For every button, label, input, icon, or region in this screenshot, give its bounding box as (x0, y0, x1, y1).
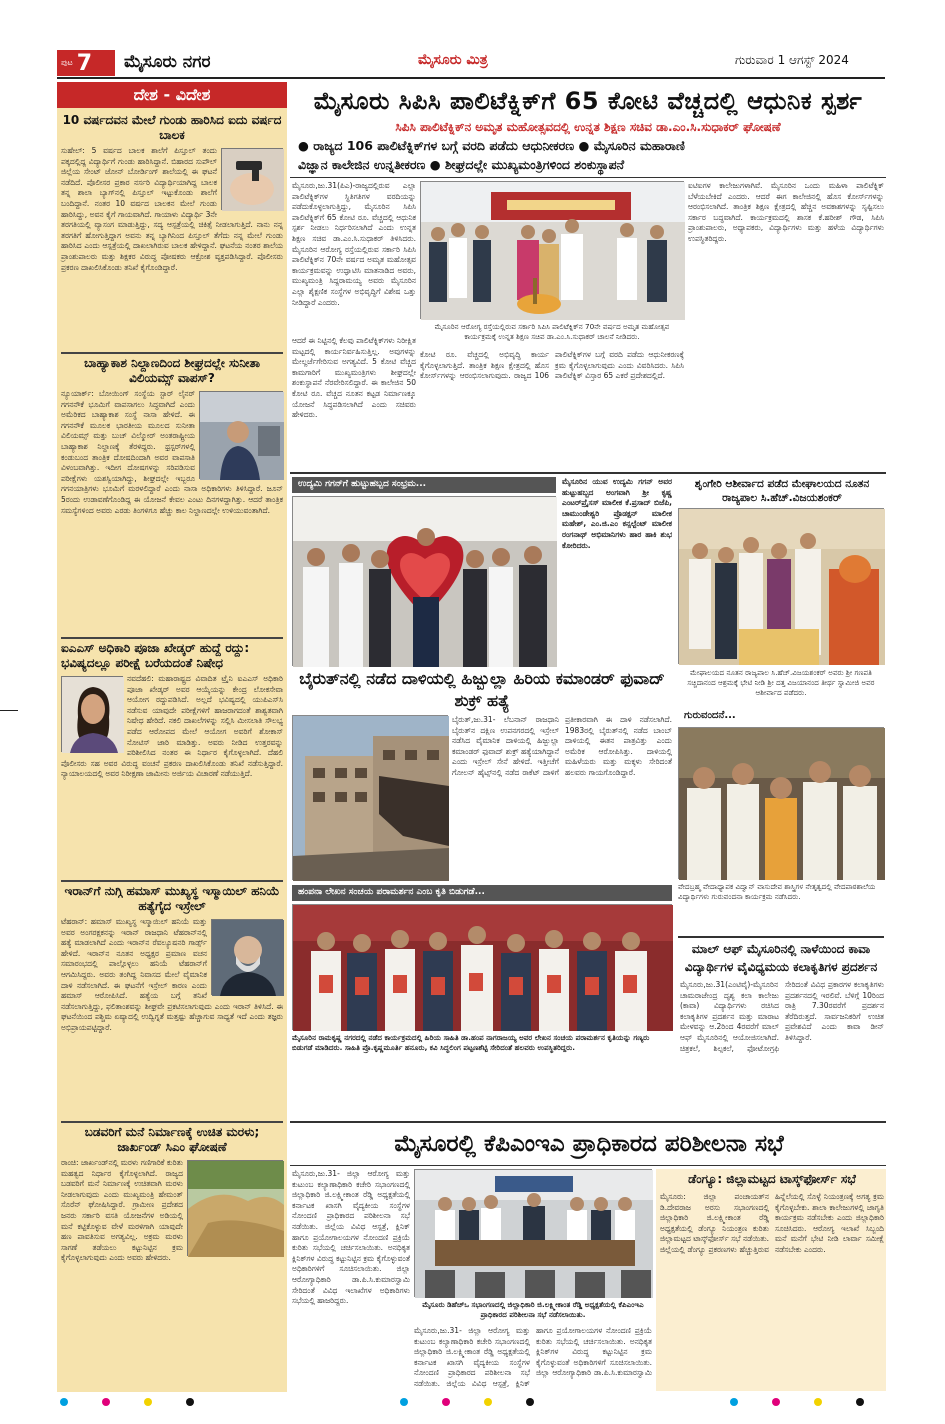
section-title: ಮೈಸೂರು ನಗರ (124, 52, 211, 72)
guruvandane-caption: ವೇದಬ್ರಹ್ಮ ವೇದಾಧ್ಯಾಪಕ ವಿದ್ವಾನ್ ವಾಸುದೇವ ಶಾಸ್ತ್ರಿಗಳ ನೇತೃತ್ವದಲ್ಲಿ ವೇದಪಾಠಶಾಲೆಯ ವಿದ್ಯಾರ್ಥಿಗಳು ಗುರುವಂದನಾ ಕಾರ್ಯಕ್ರಮ ನಡೆಸಿದರು. (678, 882, 876, 901)
lead-column: ಐಟಿಐಗಳ ಕಾಲೇಜುಗಳಾಗಿವೆ. ಮೈಸೂರಿನ ಒಂದು ಮಹಿಳಾ ಪಾಲಿಟೆಕ್ನಿಕ್ ಬೆಳೆಯಬೇಕಿದೆ ಎಂದರು. ಆದರೆ ಈಗ ಕಾಲೇಜಿನಲ್ಲಿ ಹೊಸ ಕೋರ್ಸ್‌ಗಳನ್ನು ಆರಂಭಿಸಲಾಗಿದೆ. ತಾಂತ್ರಿಕ ಶಿಕ್ಷಣ ಕ್ಷೇತ್ರದಲ್ಲಿ ಹೆಚ್ಚಿನ ಅವಕಾಶಗಳನ್ನು ಸೃಷ್ಟಿಸಲು ಸರ್ಕಾರ ಬದ್ಧವಾಗಿದೆ. ಕಾರ್ಯಕ್ರಮದಲ್ಲಿ ಶಾಸಕ ಕೆ.ಹರೀಶ್ ಗೌಡ, ಸಿಪಿಸಿ ಪ್ರಾಂಶುಪಾಲರು, ಅಧ್ಯಾಪಕರು, ವಿದ್ಯಾರ್ಥಿಗಳು ಮತ್ತು ಹಳೆಯ ವಿದ್ಯಾರ್ಥಿಗಳು ಉಪಸ್ಥಿತರಿದ್ದರು. (688, 181, 884, 243)
yellow-dot (484, 1398, 492, 1406)
sidebar-divider (61, 352, 283, 354)
crop-mark (0, 710, 18, 711)
dengue-headline: ಡೆಂಗ್ಯೂ: ಜಿಲ್ಲಾಮಟ್ಟದ ಟಾಸ್ಕ್‌ಫೋರ್ಸ್ ಸಭೆ (688, 1172, 856, 1186)
magenta-dot (772, 1398, 780, 1406)
tag-header: ಗುರುವಂದನೆ... (678, 708, 884, 724)
black-dot (856, 1398, 864, 1406)
page-number: 7 (76, 50, 93, 76)
book-release-photo (292, 904, 672, 1030)
lead-column: ಮೈಸೂರು,ಜು.31(ಪಿಎ)-ರಾಜ್ಯದಲ್ಲಿರುವ ಎಲ್ಲಾ ಪಾಲಿಟೆಕ್ನಿಕ್‌ಗಳ ಸ್ಥಿತಿಗತಿಗಳ ವರದಿಯನ್ನು ಪಡೆದುಕೊಳ್ಳಲಾಗುತ್ತಿದ್ದು, ಮೈಸೂರಿನ ಸಿಪಿಸಿ ಪಾಲಿಟೆಕ್ನಿಕ್‌ಗೆ 65 ಕೋಟಿ ರೂ. ವೆಚ್ಚದಲ್ಲಿ ಆಧುನಿಕ ಸ್ಪರ್ಶ ನೀಡಲು ನಿರ್ಧರಿಸಲಾಗಿದೆ ಎಂದು ಉನ್ನತ ಶಿಕ್ಷಣ ಸಚಿವ ಡಾ.ಎಂ.ಸಿ.ಸುಧಾಕರ್ ತಿಳಿಸಿದರು. ಮೈಸೂರಿನ ಆರೋಗ್ಯ ರಸ್ತೆಯಲ್ಲಿರುವ ಸರ್ಕಾರಿ ಸಿಪಿಸಿ ಪಾಲಿಟೆಕ್ನಿಕ್‌ನ 70ನೇ ವರ್ಷದ ಅಮೃತ ಮಹೋತ್ಸವ ಕಾರ್ಯಕ್ರಮವನ್ನು ಉದ್ಘಾಟಿಸಿ ಮಾತನಾಡಿದ ಅವರು, ಮುಖ್ಯಮಂತ್ರಿ ಸಿದ್ದರಾಮಯ್ಯ ಅವರು ಮೈಸೂರಿನ ಎಲ್ಲಾ ಶೈಕ್ಷಣಿಕ ಸಂಸ್ಥೆಗಳ ಅಭಿವೃದ್ಧಿಗೆ ವಿಶೇಷ ಒತ್ತು ನೀಡಿದ್ದಾರೆ ಎಂದರು. (292, 181, 416, 307)
sidebar-story-jharkhand-sand (61, 1125, 283, 1390)
lead-column: ಕೋಟಿ ರೂ. ವೆಚ್ಚದಲ್ಲಿ ಅಭಿವೃದ್ಧಿ ಕಾರ್ಯ ಕೈಗೊಳ್ಳಲಾಗುತ್ತಿದೆ. ತಾಂತ್ರಿಕ ಶಿಕ್ಷಣ ಕ್ಷೇತ್ರದಲ್ಲಿ ಹೊಸ ಕೋರ್ಸ್‌ಗಳನ್ನು ಆರಂಭಿಸಲಾಗುವುದು. ರಾಜ್ಯದ 106 ಪಾಲಿಟೆಕ್ನಿಕ್‌ಗಳ ಬಗ್ಗೆ ವರದಿ ಪಡೆದು ಆಧುನೀಕರಣಕ್ಕೆ ಕ್ರಮ ಕೈಗೊಳ್ಳಲಾಗುವುದು ಎಂದು ವಿವರಿಸಿದರು. ಸಿಪಿಸಿ ಪಾಲಿಟೆಕ್ನಿಕ್ ವಿಸ್ತಾರ 65 ಎಕರೆ ಪ್ರದೇಶದಲ್ಲಿದೆ. (420, 350, 684, 381)
cyan-dot (730, 1398, 738, 1406)
divider (290, 472, 886, 474)
gun-photo (221, 148, 283, 210)
governor-headline: ಶೃಂಗೇರಿ ಆಶೀರ್ವಾದ ಪಡೆದ ಮೇಘಾಲಯದ ನೂತನ ರಾಜ್ಯಪಾಲ ಸಿ.ಹೆಚ್.ವಿಜಯಶಂಕರ್ (694, 478, 870, 504)
lead-headline: ಮೈಸೂರು ಸಿಪಿಸಿ ಪಾಲಿಟೆಕ್ನಿಕ್‌ಗೆ 65 ಕೋಟಿ ವೆಚ್ಚದಲ್ಲಿ ಆಧುನಿಕ ಸ್ಪರ್ಶ (313, 87, 863, 115)
story-body: ಟೆಹರಾನ್: ಹಮಾಸ್ ಮುಖ್ಯಸ್ಥ ಇಸ್ಮಾಯಿಲ್ ಹನಿಯೆ ಮತ್ತು ಅವರ ಅಂಗರಕ್ಷಕನನ್ನು ಇರಾನ್ ರಾಜಧಾನಿ ಟೆಹರಾನ್‌ನಲ್ಲಿ ಹತ್ಯೆ ಮಾಡಲಾಗಿದೆ ಎಂದು ಇರಾನ್‌ನ ರೆವಲ್ಯೂಷನರಿ ಗಾರ್ಡ್ಸ್ ಹೇಳಿದೆ. ಇರಾನ್‌ನ ನೂತನ ಅಧ್ಯಕ್ಷರ ಪ್ರಮಾಣ ವಚನ ಸಮಾರಂಭದಲ್ಲಿ ಪಾಲ್ಗೊಳ್ಳಲು ಹನಿಯೆ ಟೆಹರಾನ್‌ಗೆ ಆಗಮಿಸಿದ್ದರು. ಅವರು ತಂಗಿದ್ದ ನಿವಾಸದ ಮೇಲೆ ವೈಮಾನಿಕ ದಾಳಿ ನಡೆಸಲಾಗಿದೆ. ಈ ಘಟನೆಗೆ ಇಸ್ರೇಲ್ ಕಾರಣ ಎಂದು ಹಮಾಸ್ ಆರೋಪಿಸಿದೆ. ಹತ್ಯೆಯ ಬಗ್ಗೆ ತನಿಖೆ ನಡೆಸಲಾಗುತ್ತಿದ್ದು, ಫಲಿತಾಂಶವನ್ನು ಶೀಘ್ರವೇ ಪ್ರಕಟಿಸಲಾಗುವುದು ಎಂದು ಇರಾನ್ ತಿಳಿಸಿದೆ. ಈ ಘಟನೆಯಿಂದ ಪಶ್ಚಿಮ ಏಷ್ಯಾದಲ್ಲಿ ಉದ್ವಿಗ್ನತೆ ಮತ್ತಷ್ಟು ಹೆಚ್ಚಾಗುವ ಸಾಧ್ಯತೆ ಇದೆ ಎಂದು ತಜ್ಞರು ಅಭಿಪ್ರಾಯಪಟ್ಟಿದ್ದಾರೆ. (61, 917, 283, 1032)
governor-photo (678, 508, 884, 664)
sand-pile-photo (187, 1160, 283, 1256)
dengue-body: ಮೈಸೂರು: ಜಿಲ್ಲಾ ಪಂಚಾಯತ್‌ನ ಡಿ.ದೇವರಾಜ ಅರಸು ಸಭಾಂಗಣದಲ್ಲಿ ಜಿಲ್ಲಾಧಿಕಾರಿ ಜಿ.ಲಕ್ಷ್ಮೀಕಾಂತ ರೆಡ್ಡಿ ಅಧ್ಯಕ್ಷತೆಯಲ್ಲಿ ಡೆಂಗ್ಯೂ ನಿಯಂತ್ರಣ ಕುರಿತು ಜಿಲ್ಲಾಮಟ್ಟದ ಟಾಸ್ಕ್‌ಫೋರ್ಸ್ ಸಭೆ ನಡೆಯಿತು. ಜಿಲ್ಲೆಯಲ್ಲಿ ಡೆಂಗ್ಯೂ ಪ್ರಕರಣಗಳು ಹೆಚ್ಚುತ್ತಿರುವ ಹಿನ್ನೆಲೆಯಲ್ಲಿ ಸೊಳ್ಳೆ ನಿಯಂತ್ರಣಕ್ಕೆ ಅಗತ್ಯ ಕ್ರಮ ಕೈಗೊಳ್ಳಬೇಕು. ಶಾಲಾ ಕಾಲೇಜುಗಳಲ್ಲಿ ಜಾಗೃತಿ ಕಾರ್ಯಕ್ರಮ ನಡೆಸಬೇಕು ಎಂದು ಜಿಲ್ಲಾಧಿಕಾರಿ ಸೂಚಿಸಿದರು. ಆರೋಗ್ಯ ಇಲಾಖೆ ಸಿಬ್ಬಂದಿ ಮನೆ ಮನೆಗೆ ಭೇಟಿ ನೀಡಿ ಲಾರ್ವಾ ಸಮೀಕ್ಷೆ ನಡೆಸಬೇಕು ಎಂದರು. (660, 1192, 884, 1254)
mall-body: ಮೈಸೂರು,ಜು.31(ಎಂಟಿವೈ)-ಮೈಸೂರಿನ ಚಾಮರಾಜೇಂದ್ರ ದೃಶ್ಯ ಕಲಾ ಕಾಲೇಜು (ಕಾವಾ) ವಿದ್ಯಾರ್ಥಿಗಳು ರಚಿಸಿದ ಕಲಾಕೃತಿಗಳ ಪ್ರದರ್ಶನ ಮತ್ತು ಮಾರಾಟ ಮೇಳವನ್ನು ಆ.2ರಿಂದ 4ರವರೆಗೆ ಮಾಲ್ ಆಫ್ ಮೈಸೂರಿನಲ್ಲಿ ಆಯೋಜಿಸಲಾಗಿದೆ. ಚಿತ್ರಕಲೆ, ಶಿಲ್ಪಕಲೆ, ಫೋಟೋಗ್ರಫಿ ಸೇರಿದಂತೆ ವಿವಿಧ ಪ್ರಕಾರಗಳ ಕಲಾಕೃತಿಗಳು ಪ್ರದರ್ಶನದಲ್ಲಿ ಇರಲಿವೆ. ಬೆಳಿಗ್ಗೆ 10ರಿಂದ ರಾತ್ರಿ 7.30ರವರೆಗೆ ಪ್ರದರ್ಶನ ತೆರೆದಿರುತ್ತದೆ. ಸಾರ್ವಜನಿಕರಿಗೆ ಉಚಿತ ಪ್ರವೇಶವಿದೆ ಎಂದು ಕಾವಾ ಡೀನ್ ತಿಳಿಸಿದ್ದಾರೆ. (680, 980, 884, 1053)
registration-marks (400, 1398, 534, 1408)
beirut-headline: ಬೈರುತ್‌ನಲ್ಲಿ ನಡೆದ ದಾಳಿಯಲ್ಲಿ ಹಿಜ್ಬುಲ್ಲಾ ಹಿರಿಯ ಕಮಾಂಡರ್ ಫುವಾದ್ ಶುಕ್ರ್ ಹತ್ಯೆ (299, 669, 665, 710)
kpmea-headline: ಮೈಸೂರಲ್ಲಿ ಕೆಪಿಎಂಇಎ ಪ್ರಾಧಿಕಾರದ ಪರಿಶೀಲನಾ ಸಭೆ (394, 1131, 784, 1157)
cyan-dot (400, 1398, 408, 1406)
guruvandane-photo (678, 727, 884, 879)
publication-date: ಗುರುವಾರ 1 ಆಗಸ್ಟ್ 2024 (735, 53, 849, 67)
divider (290, 1121, 886, 1123)
masthead-rule (57, 77, 885, 79)
story-headline: 10 ವರ್ಷದವನ ಮೇಲೆ ಗುಂಡು ಹಾರಿಸಿದ ಐದು ವರ್ಷದ ಬಾಲಕ (62, 113, 282, 142)
kpmea-caption: ಮೈಸೂರು ಡಿಹೆಚ್‌ಒ ಸಭಾಂಗಣದಲ್ಲಿ ಜಿಲ್ಲಾಧಿಕಾರಿ ಜಿ.ಲಕ್ಷ್ಮೀಕಾಂತ ರೆಡ್ಡಿ ಅಧ್ಯಕ್ಷತೆಯಲ್ಲಿ ಕೆಪಿಎಂಇಎ ಪ್ರಾಧಿಕಾರದ ಪರಿಶೀಲನಾ ಸಭೆ ನಡೆಸಲಾಯಿತು. (422, 1300, 644, 1319)
lead-column: ಆದರೆ ಈ ನಿಟ್ಟಿನಲ್ಲಿ ಕೆಲವು ಪಾಲಿಟೆಕ್ನಿಕ್‌ಗಳು ನಿರೀಕ್ಷಿತ ಮಟ್ಟದಲ್ಲಿ ಕಾರ್ಯನಿರ್ವಹಿಸುತ್ತಿಲ್ಲ. ಅವುಗಳನ್ನು ಮೇಲ್ದರ್ಜೆಗೇರಿಸುವ ಅಗತ್ಯವಿದೆ. 5 ಕೋಟಿ ವೆಚ್ಚದ ಕಾಮಗಾರಿಗೆ ಮುಖ್ಯಮಂತ್ರಿಗಳು ಶೀಘ್ರದಲ್ಲೇ ಶಂಕುಸ್ಥಾಪನೆ ನೆರವೇರಿಸಲಿದ್ದಾರೆ. ಈ ಕಾಲೇಜಿನ 50 ಕೋಟಿ ರೂ. ವೆಚ್ಚದ ನೂತನ ಕಟ್ಟಡ ನಿರ್ಮಾಣಕ್ಕೂ ಯೋಜನೆ ಸಿದ್ಧಪಡಿಸಲಾಗಿದೆ ಎಂದು ಸಚಿವರು ಹೇಳಿದರು. (292, 336, 416, 420)
portrait-photo (211, 919, 283, 995)
lead-bullet-line: ವಿಜ್ಞಾನ ಕಾಲೇಜಿನ ಉನ್ನತೀಕರಣ ● ಶೀಘ್ರದಲ್ಲೇ ಮುಖ್ಯಮಂತ್ರಿಗಳಿಂದ ಶಂಕುಸ್ಥಾಪನೆ (298, 157, 625, 172)
sidebar-story-hamas-chief (61, 884, 283, 1118)
newspaper-brand: ಮೈಸೂರು ಮಿತ್ರ (418, 52, 488, 68)
sidebar-story-sunita-williams (61, 356, 283, 634)
sidebar-divider (61, 1121, 283, 1123)
sidebar-divider (61, 637, 283, 639)
lead-bullet-line: ● ರಾಜ್ಯದ 106 ಪಾಲಿಟೆಕ್ನಿಕ್‌ಗಳ ಬಗ್ಗೆ ವರದಿ ಪಡೆದು ಆಧುನೀಕರಣ ● ಮೈಸೂರಿನ ಮಹಾರಾಣಿ (298, 138, 685, 153)
tag-header: ಹಂಪನಾ ಲೇಖನ ಸಂಚಯ ಪರಾಮರ್ಶನ ಎಂಬ ಕೃತಿ ಬಿಡುಗಡೆ... (292, 885, 672, 901)
astronaut-photo (199, 391, 283, 479)
registration-marks (730, 1398, 864, 1408)
book-release-caption: ಮೈಸೂರಿನ ರಾಮಕೃಷ್ಣ ನಗರದಲ್ಲಿ ನಡೆದ ಕಾರ್ಯಕ್ರಮದಲ್ಲಿ ಹಿರಿಯ ಸಾಹಿತಿ ಡಾ.ಹಂಪ ನಾಗರಾಜಯ್ಯ ಅವರ ಲೇಖನ ಸಂಚಯ ಪರಾಮರ್ಶನ ಕೃತಿಯನ್ನು ಗಣ್ಯರು ಬಿಡುಗಡೆ ಮಾಡಿದರು. ಸಾಹಿತಿ ಪ್ರೊ.ಕೃಷ್ಣಮೂರ್ತಿ ಹನೂರು, ಕವಿ ಸಿದ್ಧಲಿಂಗ ಪಟ್ಟಣಶೆಟ್ಟಿ ಸೇರಿದಂತೆ ಹಲವರು ಉಪಸ್ಥಿತರಿದ್ದರು. (292, 1033, 650, 1052)
kpmea-body-continued: ಮೈಸೂರು,ಜು.31- ಜಿಲ್ಲಾ ಆರೋಗ್ಯ ಮತ್ತು ಕುಟುಂಬ ಕಲ್ಯಾಣಾಧಿಕಾರಿ ಕಚೇರಿ ಸಭಾಂಗಣದಲ್ಲಿ ಜಿಲ್ಲಾಧಿಕಾರಿ ಜಿ.ಲಕ್ಷ್ಮೀಕಾಂತ ರೆಡ್ಡಿ ಅಧ್ಯಕ್ಷತೆಯಲ್ಲಿ ಕರ್ನಾಟಕ ಖಾಸಗಿ ವೈದ್ಯಕೀಯ ಸಂಸ್ಥೆಗಳ ನೋಂದಣಿ ಪ್ರಾಧಿಕಾರದ ಪರಿಶೀಲನಾ ಸಭೆ ನಡೆಯಿತು. ಜಿಲ್ಲೆಯ ವಿವಿಧ ಆಸ್ಪತ್ರೆ, ಕ್ಲಿನಿಕ್ ಹಾಗೂ ಪ್ರಯೋಗಾಲಯಗಳ ನೋಂದಣಿ ಪ್ರಕ್ರಿಯೆ ಕುರಿತು ಸಭೆಯಲ್ಲಿ ಚರ್ಚಿಸಲಾಯಿತು. ಅನಧಿಕೃತ ಕ್ಲಿನಿಕ್‌ಗಳ ವಿರುದ್ಧ ಕಟ್ಟುನಿಟ್ಟಿನ ಕ್ರಮ ಕೈಗೊಳ್ಳುವಂತೆ ಅಧಿಕಾರಿಗಳಿಗೆ ಸೂಚಿಸಲಾಯಿತು. ಜಿಲ್ಲಾ ಆರೋಗ್ಯಾಧಿಕಾರಿ ಡಾ.ಪಿ.ಸಿ.ಕುಮಾರಸ್ವಾಮಿ (414, 1326, 652, 1388)
cyan-dot (60, 1398, 68, 1406)
black-dot (526, 1398, 534, 1406)
story-body: ರಾಂಚಿ: ಜಾರ್ಖಂಡ್‌ನಲ್ಲಿ ಮರಳು ಗಣಿಗಾರಿಕೆ ಕುರಿತು ಮಹತ್ವದ ನಿರ್ಧಾರ ಕೈಗೊಳ್ಳಲಾಗಿದೆ. ರಾಜ್ಯದ ಬಡವರಿಗೆ ಮನೆ ನಿರ್ಮಾಣಕ್ಕೆ ಉಚಿತವಾಗಿ ಮರಳು ನೀಡಲಾಗುವುದು ಎಂದು ಮುಖ್ಯಮಂತ್ರಿ ಹೇಮಂತ್ ಸೊರೆನ್ ಘೋಷಿಸಿದ್ದಾರೆ. ಗ್ರಾಮೀಣ ಪ್ರದೇಶದ ಜನರು ಸರ್ಕಾರಿ ವಸತಿ ಯೋಜನೆಗಳ ಅಡಿಯಲ್ಲಿ ಮನೆ ಕಟ್ಟಿಕೊಳ್ಳುವ ವೇಳೆ ಮರಳಿಗಾಗಿ ಯಾವುದೇ ಹಣ ಪಾವತಿಸುವ ಅಗತ್ಯವಿಲ್ಲ. ಅಕ್ರಮ ಮರಳು ಸಾಗಣೆ ತಡೆಯಲು ಕಟ್ಟುನಿಟ್ಟಿನ ಕ್ರಮ ಕೈಗೊಳ್ಳಲಾಗುವುದು ಎಂದು ಅವರು ಹೇಳಿದರು. (61, 1158, 283, 1264)
story-headline: ಬಡವರಿಗೆ ಮನೆ ನಿರ್ಮಾಣಕ್ಕೆ ಉಚಿತ ಮರಳು; ಜಾರ್ಖಂಡ್ ಸಿಎಂ ಘೋಷಣೆ (84, 1125, 260, 1154)
lead-photo (420, 181, 684, 319)
story-headline: ಇರಾನ್‌ಗೆ ನುಗ್ಗಿ ಹಮಾಸ್ ಮುಖ್ಯಸ್ಥ ಇಸ್ಮಾಯಿಲ್ ಹನಿಯೆ ಹತ್ಯೆಗೈದ ಇಸ್ರೇಲ್ (64, 884, 280, 913)
story-body: ನವದೆಹಲಿ: ಮಹಾರಾಷ್ಟ್ರದ ವಿವಾದಿತ ಟ್ರೈನಿ ಐಎಎಸ್ ಅಧಿಕಾರಿ ಪೂಜಾ ಖೇಡ್ಕರ್ ಅವರ ಆಯ್ಕೆಯನ್ನು ಕೇಂದ್ರ ಲೋಕಸೇವಾ ಆಯೋಗ ರದ್ದುಪಡಿಸಿದೆ. ಅಲ್ಲದೆ ಭವಿಷ್ಯದಲ್ಲಿ ಯುಪಿಎಸ್‌ಸಿ ನಡೆಸುವ ಯಾವುದೇ ಪರೀಕ್ಷೆಗಳಿಗೆ ಹಾಜರಾಗದಂತೆ ಶಾಶ್ವತವಾಗಿ ನಿಷೇಧ ಹೇರಿದೆ. ನಕಲಿ ದಾಖಲೆಗಳನ್ನು ಸಲ್ಲಿಸಿ ಮೀಸಲಾತಿ ಸೌಲಭ್ಯ ಪಡೆದ ಆರೋಪದ ಮೇಲೆ ಆಯೋಗ ಅವರಿಗೆ ಶೋಕಾಸ್ ನೋಟಿಸ್ ಜಾರಿ ಮಾಡಿತ್ತು. ಅವರು ನೀಡಿದ ಉತ್ತರವನ್ನು ಪರಿಶೀಲಿಸಿದ ನಂತರ ಈ ನಿರ್ಧಾರ ಕೈಗೊಳ್ಳಲಾಗಿದೆ. ದೆಹಲಿ ಪೊಲೀಸರು ಸಹ ಅವರ ವಿರುದ್ಧ ವಂಚನೆ ಪ್ರಕರಣ ದಾಖಲಿಸಿಕೊಂಡು ತನಿಖೆ ನಡೆಸುತ್ತಿದ್ದಾರೆ. ನ್ಯಾಯಾಲಯದಲ್ಲಿ ಅವರ ನಿರೀಕ್ಷಣಾ ಜಾಮೀನು ಅರ್ಜಿಯ ವಿಚಾರಣೆ ನಡೆಯುತ್ತಿದೆ. (61, 674, 283, 779)
divider (678, 936, 884, 938)
yellow-dot (144, 1398, 152, 1406)
page-label: ಪುಟ (61, 58, 73, 67)
divider (290, 177, 886, 178)
birthday-text: ಮೈಸೂರಿನ ಯುವ ಉದ್ಯಮಿ ಗಗನ್ ಅವರ ಹುಟ್ಟುಹಬ್ಬದ ಅಂಗವಾಗಿ ಶ್ರೀ ಕೃಷ್ಣ ಎಂಟರ್‌ಪ್ರೈಸಸ್ ಮಾಲೀಕ ಕೆ.ಪ್ರಸಾದ್ ಬಿಜೆಪಿ, ಚಾಮುಂಡೇಶ್ವರಿ ಪ್ರೊಡಕ್ಷನ್ ಮಾಲೀಕ ಮಹೇಶ್, ಎಂ.ಜಿ.ಎಂ ಕನ್ಸಲ್ಟೆಂಟ್ ಮಾಲೀಕ ರಂಗನಾಥ್ ಅಭಿಮಾನಿಗಳು ಹಾರ ಹಾಕಿ ಶುಭ ಕೋರಿದರು. (562, 477, 672, 550)
magenta-dot (102, 1398, 110, 1406)
magenta-dot (442, 1398, 450, 1406)
beirut-body: ಬೈರುತ್,ಜು.31- ಲೆಬನಾನ್ ರಾಜಧಾನಿ ಬೈರುತ್‌ನ ದಕ್ಷಿಣ ಉಪನಗರದಲ್ಲಿ ಇಸ್ರೇಲ್ ನಡೆಸಿದ ವೈಮಾನಿಕ ದಾಳಿಯಲ್ಲಿ ಹಿಜ್ಬುಲ್ಲಾ ಕಮಾಂಡರ್ ಫುವಾದ್ ಶುಕ್ರ್ ಹತ್ಯೆಯಾಗಿದ್ದಾನೆ ಎಂದು ಇಸ್ರೇಲ್ ಸೇನೆ ಹೇಳಿದೆ. ಇತ್ತೀಚೆಗೆ ಗೋಲನ್ ಹೈಟ್ಸ್‌ನಲ್ಲಿ ನಡೆದ ರಾಕೆಟ್ ದಾಳಿಗೆ ಪ್ರತೀಕಾರವಾಗಿ ಈ ದಾಳಿ ನಡೆಸಲಾಗಿದೆ. 1983ರಲ್ಲಿ ಬೈರುತ್‌ನಲ್ಲಿ ನಡೆದ ಬಾಂಬ್ ದಾಳಿಯಲ್ಲಿ ಈತನ ಪಾತ್ರವಿತ್ತು ಎಂದು ಅಮೆರಿಕ ಆರೋಪಿಸಿತ್ತು. ದಾಳಿಯಲ್ಲಿ ಮಹಿಳೆಯರು ಮತ್ತು ಮಕ್ಕಳು ಸೇರಿದಂತೆ ಹಲವರು ಗಾಯಗೊಂಡಿದ್ದಾರೆ. (452, 715, 672, 777)
lead-photo-caption: ಮೈಸೂರಿನ ಆರೋಗ್ಯ ರಸ್ತೆಯಲ್ಲಿರುವ ಸರ್ಕಾರಿ ಸಿಪಿಸಿ ಪಾಲಿಟೆಕ್ನಿಕ್‌ನ 70ನೇ ವರ್ಷದ ಅಮೃತ ಮಹೋತ್ಸವ ಕಾರ್ಯಕ್ರಮಕ್ಕೆ ಉನ್ನತ ಶಿಕ್ಷಣ ಸಚಿವ ಡಾ.ಎಂ.ಸಿ.ಸುಧಾಕರ್ ಚಾಲನೆ ನೀಡಿದರು. (434, 322, 670, 341)
story-body: ನ್ಯೂಯಾರ್ಕ್: ಬೋಯಿಂಗ್ ಸಂಸ್ಥೆಯ ಸ್ಟಾರ್ ಲೈನರ್ ಗಗನನೌಕೆ ಭೂಮಿಗೆ ವಾಪಸಾಗಲು ಸಿದ್ಧವಾಗಿದೆ ಎಂದು ಅಮೆರಿಕದ ಬಾಹ್ಯಾಕಾಶ ಸಂಸ್ಥೆ ನಾಸಾ ಹೇಳಿದೆ. ಈ ಗಗನನೌಕೆ ಮೂಲಕ ಭಾರತೀಯ ಮೂಲದ ಸುನೀತಾ ವಿಲಿಯಮ್ಸ್ ಮತ್ತು ಬುಚ್ ವಿಲ್ಮೋರ್ ಅಂತರಾಷ್ಟ್ರೀಯ ಬಾಹ್ಯಾಕಾಶ ನಿಲ್ದಾಣಕ್ಕೆ ತೆರಳಿದ್ದರು. ಥ್ರಸ್ಟರ್‌ಗಳಲ್ಲಿ ಕಂಡುಬಂದ ತಾಂತ್ರಿಕ ದೋಷದಿಂದಾಗಿ ಅವರ ವಾಪಸಾತಿ ವಿಳಂಬವಾಗಿತ್ತು. ಇದೀಗ ದೋಷಗಳನ್ನು ಸರಿಪಡಿಸುವ ಪರೀಕ್ಷೆಗಳು ಯಶಸ್ವಿಯಾಗಿದ್ದು, ಶೀಘ್ರದಲ್ಲೇ ಇಬ್ಬರೂ ಗಗನಯಾತ್ರಿಗಳು ಭೂಮಿಗೆ ಮರಳಲಿದ್ದಾರೆ ಎಂದು ನಾಸಾ ಅಧಿಕಾರಿಗಳು ತಿಳಿಸಿದ್ದಾರೆ. ಜೂನ್ 5ರಂದು ಉಡಾವಣೆಗೊಂಡಿದ್ದ ಈ ಯೋಜನೆ ಕೇವಲ ಎಂಟು ದಿನಗಳದ್ದಾಗಿತ್ತು. ಆದರೆ ತಾಂತ್ರಿಕ ಸಮಸ್ಯೆಗಳಿಂದ ಅವರು ಎರಡು ತಿಂಗಳಿಗೂ ಹೆಚ್ಚು ಕಾಲ ನಿಲ್ದಾಣದಲ್ಲೇ ಉಳಿಯುವಂತಾಗಿದೆ. (61, 389, 283, 515)
mall-headline: ಮಾಲ್ ಆಫ್ ಮೈಸೂರಿನಲ್ಲಿ ನಾಳೆಯಿಂದ ಕಾವಾ ವಿದ್ಯಾರ್ಥಿಗಳ ವೈವಿಧ್ಯಮಯ ಕಲಾಕೃತಿಗಳ ಪ್ರದರ್ಶನ (684, 942, 878, 974)
lead-subheadline: ಸಿಪಿಸಿ ಪಾಲಿಟೆಕ್ನಿಕ್‌ನ ಅಮೃತ ಮಹೋತ್ಸವದಲ್ಲಿ ಉನ್ನತ ಶಿಕ್ಷಣ ಸಚಿವ ಡಾ.ಎಂ.ಸಿ.ಸುಧಾಕರ್ ಘೋಷಣೆ (395, 120, 781, 134)
beirut-building-photo (292, 715, 448, 880)
governor-caption: ಮೇಘಾಲಯದ ನೂತನ ರಾಜ್ಯಪಾಲ ಸಿ.ಹೆಚ್.ವಿಜಯಶಂಕರ್ ಅವರು ಶ್ರೀ ಗಣಪತಿ ಸಚ್ಚಿದಾನಂದ ಆಶ್ರಮಕ್ಕೆ ಭೇಟಿ ನೀಡಿ ಶ್ರೀ ದತ್ತ ವಿಜಯಾನಂದ ತೀರ್ಥ ಸ್ವಾಮೀಜಿ ಅವರ ಆಶೀರ್ವಾದ ಪಡೆದರು. (687, 668, 875, 697)
sidebar-header: ದೇಶ - ವಿದೇಶ (57, 82, 287, 108)
birthday-photo (292, 496, 556, 666)
divider (290, 1165, 886, 1166)
sidebar-story-school-shooting (61, 113, 283, 349)
page-number-badge (57, 50, 115, 76)
kpmea-meeting-photo (414, 1169, 652, 1297)
sidebar-story-puja-khedkar (61, 641, 283, 877)
story-headline: ಐಎಎಸ್ ಅಧಿಕಾರಿ ಪೂಜಾ ಖೇಡ್ಕರ್ ಹುದ್ದೆ ರದ್ದು: ಭವಿಷ್ಯದಲ್ಲೂ ಪರೀಕ್ಷೆ ಬರೆಯದಂತೆ ನಿಷೇಧ (61, 641, 250, 670)
black-dot (186, 1398, 194, 1406)
sidebar-divider (61, 880, 283, 882)
tag-header: ಉದ್ಯಮಿ ಗಗನ್‌ಗೆ ಹುಟ್ಟುಹಬ್ಬದ ಸಂಭ್ರಮ... (292, 477, 556, 493)
story-headline: ಬಾಹ್ಯಾಕಾಶ ನಿಲ್ದಾಣದಿಂದ ಶೀಘ್ರದಲ್ಲೇ ಸುನೀತಾ ವಿಲಿಯಮ್ಸ್ ವಾಪಸ್? (84, 356, 260, 385)
portrait-photo (61, 676, 123, 752)
registration-marks (60, 1398, 194, 1408)
yellow-dot (814, 1398, 822, 1406)
kpmea-body: ಮೈಸೂರು,ಜು.31- ಜಿಲ್ಲಾ ಆರೋಗ್ಯ ಮತ್ತು ಕುಟುಂಬ ಕಲ್ಯಾಣಾಧಿಕಾರಿ ಕಚೇರಿ ಸಭಾಂಗಣದಲ್ಲಿ ಜಿಲ್ಲಾಧಿಕಾರಿ ಜಿ.ಲಕ್ಷ್ಮೀಕಾಂತ ರೆಡ್ಡಿ ಅಧ್ಯಕ್ಷತೆಯಲ್ಲಿ ಕರ್ನಾಟಕ ಖಾಸಗಿ ವೈದ್ಯಕೀಯ ಸಂಸ್ಥೆಗಳ ನೋಂದಣಿ ಪ್ರಾಧಿಕಾರದ ಪರಿಶೀಲನಾ ಸಭೆ ನಡೆಯಿತು. ಜಿಲ್ಲೆಯ ವಿವಿಧ ಆಸ್ಪತ್ರೆ, ಕ್ಲಿನಿಕ್ ಹಾಗೂ ಪ್ರಯೋಗಾಲಯಗಳ ನೋಂದಣಿ ಪ್ರಕ್ರಿಯೆ ಕುರಿತು ಸಭೆಯಲ್ಲಿ ಚರ್ಚಿಸಲಾಯಿತು. ಅನಧಿಕೃತ ಕ್ಲಿನಿಕ್‌ಗಳ ವಿರುದ್ಧ ಕಟ್ಟುನಿಟ್ಟಿನ ಕ್ರಮ ಕೈಗೊಳ್ಳುವಂತೆ ಅಧಿಕಾರಿಗಳಿಗೆ ಸೂಚಿಸಲಾಯಿತು. ಜಿಲ್ಲಾ ಆರೋಗ್ಯಾಧಿಕಾರಿ ಡಾ.ಪಿ.ಸಿ.ಕುಮಾರಸ್ವಾಮಿ ಸೇರಿದಂತೆ ವಿವಿಧ ಇಲಾಖೆಗಳ ಅಧಿಕಾರಿಗಳು ಸಭೆಯಲ್ಲಿ ಹಾಜರಿದ್ದರು. (292, 1169, 410, 1306)
story-body: ಸುಹೇಲ್: 5 ವರ್ಷದ ಬಾಲಕ ಶಾಲೆಗೆ ಪಿಸ್ತೂಲ್ ತಂದು ಪಕ್ಕದಲ್ಲಿದ್ದ ವಿದ್ಯಾರ್ಥಿಗೆ ಗುಂಡು ಹಾರಿಸಿದ್ದಾನೆ. ಬಿಹಾರದ ಸುಪೌಲ್ ಜಿಲ್ಲೆಯ ಸೇಂಟ್ ಜೋನ್ ಬೋರ್ಡಿಂಗ್ ಶಾಲೆಯಲ್ಲಿ ಈ ಘಟನೆ ನಡೆದಿದೆ. ಪೊಲೀಸರ ಪ್ರಕಾರ ನರ್ಸರಿ ವಿದ್ಯಾರ್ಥಿಯಾಗಿದ್ದ ಬಾಲಕ ತನ್ನ ಶಾಲಾ ಬ್ಯಾಗ್‌ನಲ್ಲಿ ಪಿಸ್ತೂಲ್ ಇಟ್ಟುಕೊಂಡು ಶಾಲೆಗೆ ಬಂದಿದ್ದಾನೆ. ನಂತರ 10 ವರ್ಷದ ಬಾಲಕನ ಮೇಲೆ ಗುಂಡು ಹಾರಿಸಿದ್ದು, ಅವನ ಕೈಗೆ ಗಾಯವಾಗಿದೆ. ಗಾಯಾಳು ವಿದ್ಯಾರ್ಥಿ 3ನೇ ತರಗತಿಯಲ್ಲಿ ವ್ಯಾಸಂಗ ಮಾಡುತ್ತಿದ್ದು, ಸದ್ಯ ಆಸ್ಪತ್ರೆಯಲ್ಲಿ ಚಿಕಿತ್ಸೆ ನೀಡಲಾಗುತ್ತಿದೆ. ನಾನು ನನ್ನ ತರಗತಿಗೆ ಹೋಗುತ್ತಿದ್ದಾಗ ಅವನು ತನ್ನ ಬ್ಯಾಗಿನಿಂದ ಪಿಸ್ತೂಲ್ ತೆಗೆದು ನನ್ನ ಮೇಲೆ ಗುಂಡು ಹಾರಿಸಿದ ಎಂದು ಆಸ್ಪತ್ರೆಯಲ್ಲಿ ದಾಖಲಾಗಿರುವ ಬಾಲಕ ಹೇಳಿದ್ದಾನೆ. ಘಟನೆಯ ನಂತರ ಶಾಲೆಯ ಪ್ರಾಂಶುಪಾಲರು ಮತ್ತು ಶಿಕ್ಷಕರ ವಿರುದ್ಧ ಪೋಷಕರು ಆಕ್ರೋಶ ವ್ಯಕ್ತಪಡಿಸಿದ್ದಾರೆ. ಪೊಲೀಸರು ಪ್ರಕರಣ ದಾಖಲಿಸಿಕೊಂಡು ತನಿಖೆ ಕೈಗೊಂಡಿದ್ದಾರೆ. (61, 146, 283, 272)
